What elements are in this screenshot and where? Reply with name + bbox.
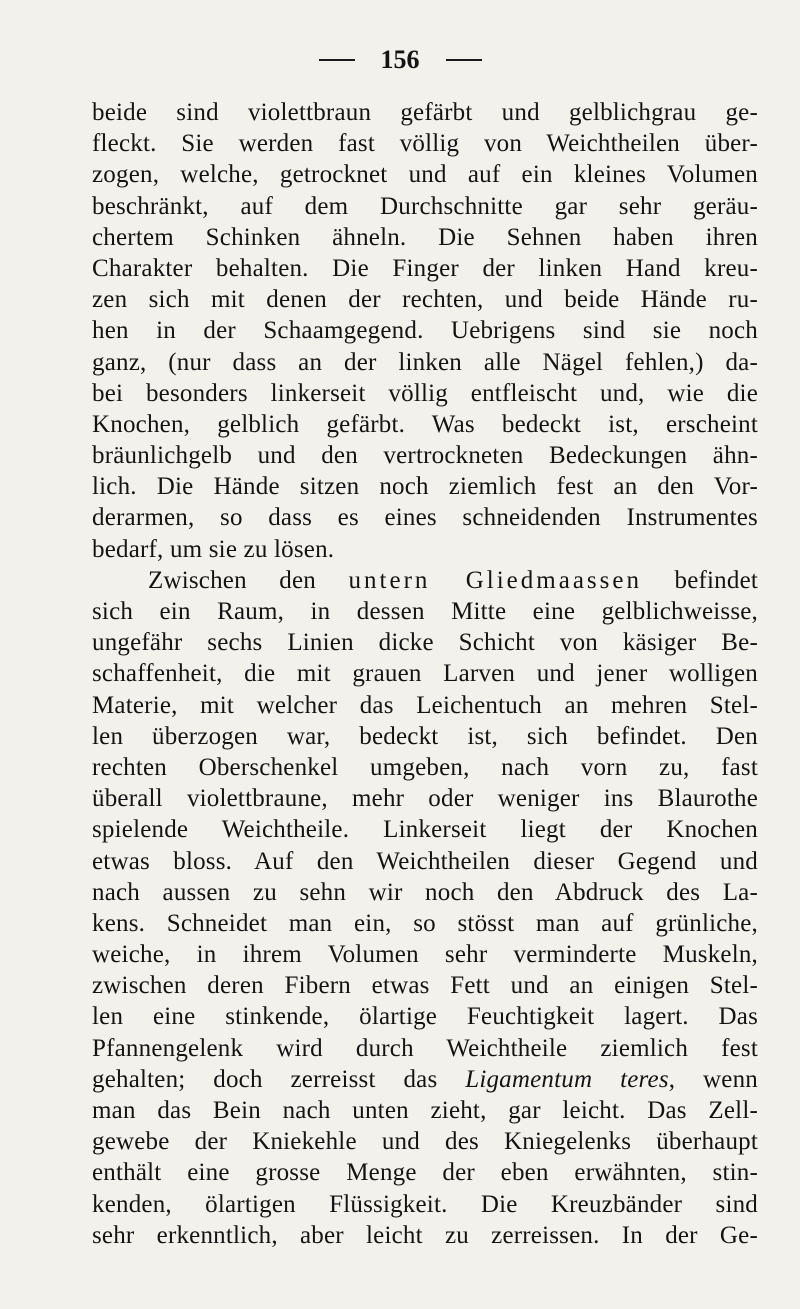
text-run: gehalten; doch zerreisst das bbox=[92, 1065, 438, 1093]
spaced-text: untern Gliedmaassen bbox=[348, 566, 642, 594]
text-line: len überzogen war, bedeckt ist, sich befindet. Den bbox=[92, 722, 758, 750]
text-line: derarmen, so dass es eines schneidenden Instrumentes bbox=[92, 504, 758, 532]
text-line: beschränkt, auf dem Durchschnitte gar sehr geräu- bbox=[92, 192, 758, 220]
text-line-indented bbox=[92, 565, 758, 596]
text-line: beide sind violettbraun gefärbt und gelblichgrau ge- bbox=[92, 99, 758, 126]
page-number: 156 bbox=[380, 45, 420, 74]
text-line: zen sich mit denen der rechten, und beide Hände ru- bbox=[92, 286, 758, 314]
text-line: enthält eine grosse Menge der eben erwähnten, stin- bbox=[92, 1159, 758, 1187]
page-header bbox=[0, 38, 800, 82]
text-line: kenden, ölartigen Flüssigkeit. Die Kreuzbänder sind bbox=[92, 1190, 758, 1218]
text-line: Charakter behalten. Die Finger der linken Hand kreu- bbox=[92, 254, 758, 282]
text-line: nach aussen zu sehn wir noch den Abdruck des La- bbox=[92, 878, 758, 906]
text-line: ganz, (nur dass an der linken alle Nägel fehlen,) da- bbox=[92, 348, 758, 376]
text-line: chertem Schinken ähneln. Die Sehnen haben ihren bbox=[92, 223, 758, 251]
text-line: Pfannengelenk wird durch Weichtheile ziemlich fest bbox=[92, 1034, 758, 1062]
text-line: spielende Weichtheile. Linkerseit liegt der Knochen bbox=[92, 816, 758, 844]
text-line: lich. Die Hände sitzen noch ziemlich fest an den Vor- bbox=[92, 473, 758, 501]
text-run: Zwischen den bbox=[148, 566, 317, 594]
header-dash-right bbox=[446, 59, 482, 61]
text-line: fleckt. Sie werden fast völlig von Weichtheilen über- bbox=[92, 130, 758, 158]
text-line: len eine stinkende, ölartige Feuchtigkeit lagert. Das bbox=[92, 1003, 758, 1031]
text-line: rechten Oberschenkel umgeben, nach vorn zu, fast bbox=[92, 753, 758, 781]
text-line: überall violettbraune, mehr oder weniger ins Blaurothe bbox=[92, 785, 758, 813]
text-line: hen in der Schaamgegend. Uebrigens sind sie noch bbox=[92, 317, 758, 345]
text-line: man das Bein nach unten zieht, gar leicht. Das Zell- bbox=[92, 1097, 758, 1124]
text-line: sich ein Raum, in dessen Mitte eine gelblichweisse, bbox=[92, 598, 758, 625]
text-run: befindet bbox=[674, 566, 758, 594]
text-line: kens. Schneidet man ein, so stösst man auf grünliche, bbox=[92, 909, 758, 937]
text-line: Knochen, gelblich gefärbt. Was bedeckt ist, erscheint bbox=[92, 410, 758, 438]
text-line: bei besonders linkerseit völlig entfleischt und, wie die bbox=[92, 379, 758, 407]
text-line: gewebe der Kniekehle und des Kniegelenks überhaupt bbox=[92, 1128, 758, 1156]
text-line: Materie, mit welcher das Leichentuch an mehren Stel- bbox=[92, 691, 758, 719]
text-line: bräunlichgelb und den vertrockneten Bedeckungen ähn- bbox=[92, 442, 758, 470]
text-line: schaffenheit, die mit grauen Larven und jener wolligen bbox=[92, 660, 758, 688]
italic-term: Ligamentum teres bbox=[465, 1065, 669, 1093]
text-line: ungefähr sechs Linien dicke Schicht von käsiger Be- bbox=[92, 629, 758, 657]
text-line: zogen, welche, getrocknet und auf ein kleines Volumen bbox=[92, 161, 758, 189]
text-line: etwas bloss. Auf den Weichtheilen dieser Gegend und bbox=[92, 847, 758, 875]
text-line-with-italic bbox=[92, 1064, 758, 1095]
text-line: weiche, in ihrem Volumen sehr verminderte Muskeln, bbox=[92, 941, 758, 969]
text-line-last: bedarf, um sie zu lösen. bbox=[92, 535, 335, 563]
text-line: zwischen deren Fibern etwas Fett und an einigen Stel- bbox=[92, 972, 758, 1000]
text-run: , wenn bbox=[668, 1065, 758, 1093]
header-dash-left bbox=[319, 59, 355, 61]
body-text bbox=[92, 97, 758, 1251]
text-line: sehr erkenntlich, aber leicht zu zerreissen. In der Ge- bbox=[92, 1221, 758, 1249]
